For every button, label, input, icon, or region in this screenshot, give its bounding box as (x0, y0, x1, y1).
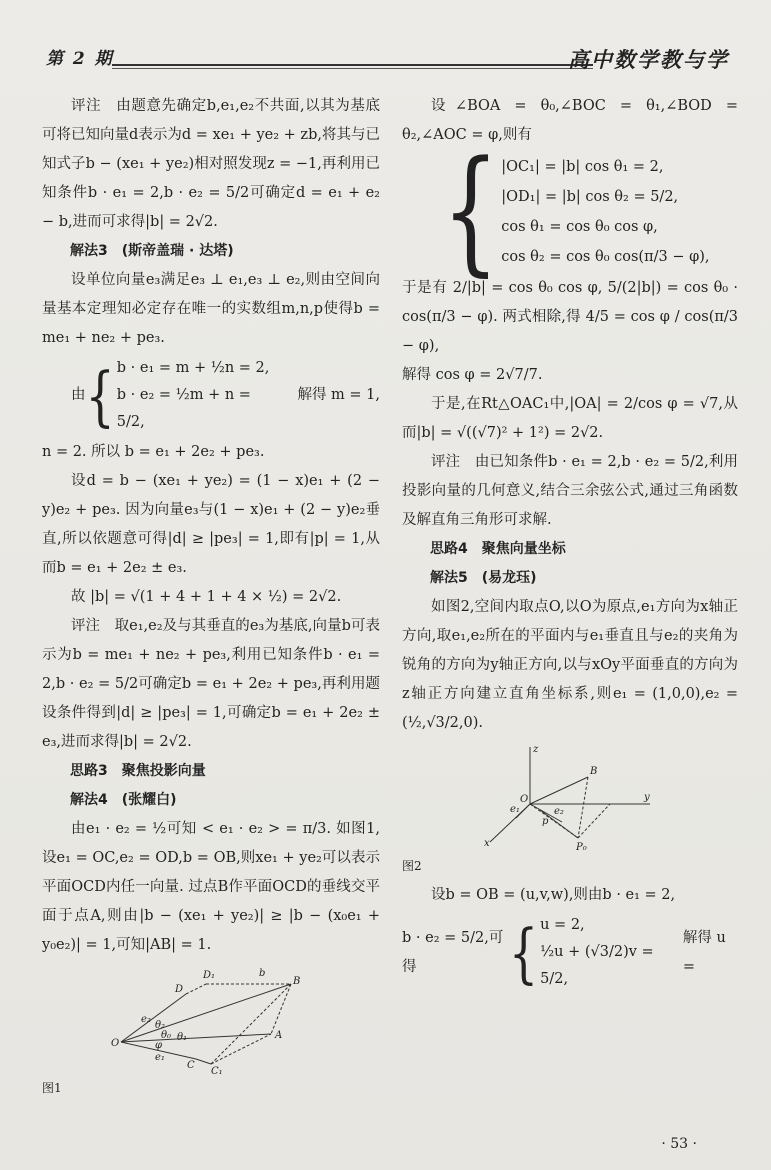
system2-eq-1: |OC₁| = |b| cos θ₁ = 2, (501, 159, 664, 175)
ratio-derivation: 于是有 2/|b| = cos θ₀ cos φ, 5/(2|b|) = cos θ₀ · cos(π/3 − φ). 两式相除,得 4/5 = cos φ / cos(π/3 − φ), (402, 280, 738, 354)
system-result: 解得 m = 1, (297, 387, 381, 403)
method-4-heading: 解法4 (张耀白) (70, 792, 177, 808)
fig1-label-D: D (175, 984, 184, 995)
method-5-setup: 设b = OB = (u,v,w),则由b · e₁ = 2, (431, 887, 676, 903)
fig1-label-B: B (293, 976, 301, 987)
fig2-label-z: z (533, 744, 539, 755)
system3-eq-1: u = 2, (540, 917, 585, 933)
brace-icon: { (508, 914, 539, 991)
equation-system-2 (442, 132, 738, 290)
method-3-body: 设d = b − (xe₁ + ye₂) = (1 − x)e₁ + (2 − y)e₂ + pe₃. 因为向量e₃与(1 − x)e₁ + (2 − y)e₂垂直,所以依题意可得|d| ≥ |pe₃| = 1,即有|p| = 1,从而b = e₁ + 2e₂ ± e₃. (42, 473, 380, 576)
cos-phi-result: 解得 cos φ = 2√7/7. (402, 367, 543, 383)
fig1-label-b: b (259, 968, 266, 979)
fig1-label-C: C (187, 1060, 195, 1071)
issue-label: 第 2 期 (46, 49, 114, 69)
system3-prefix: b · e₂ = 5/2,可得 (402, 929, 504, 975)
brace-icon: { (85, 357, 115, 434)
system-eq-1: b · e₁ = m + ½n = 2, (116, 360, 270, 376)
fig1-label-O: O (111, 1038, 120, 1049)
fig2-label-P0: P₀ (576, 842, 587, 852)
system2-eq-3: cos θ₁ = cos θ₀ cos φ, (501, 219, 658, 235)
comment-paragraph-1: 评注 由题意先确定b,e₁,e₂不共面,以其为基底可将已知向量d表示为d = xe₁ + ye₂ + zb,将其与已知式子b − (xe₁ + ye₂)相对照发现z = −1,再利用已知条件b · e₁ = 2,b · e₂ = 5/2可确定d = e₁ + e₂ − b,进而可求得|b| = 2√2. (42, 98, 380, 230)
method-3-heading: 解法3 (斯帝盖瑞 · 达塔) (70, 243, 234, 259)
fig1-line-C1B (211, 984, 291, 1064)
fig1-label-A: A (275, 1030, 283, 1041)
fig1-label-theta1: θ₁ (177, 1032, 188, 1043)
equation-system-3 (402, 912, 738, 993)
fig1-line-C1A (211, 1034, 271, 1064)
fig1-label-e2: e₂ (141, 1014, 151, 1025)
fig2-label-y: y (644, 792, 650, 803)
fig1-line-OA (121, 1034, 271, 1042)
fig1-label-theta2: θ₂ (155, 1020, 166, 1031)
header-rule-thin (112, 68, 593, 69)
figure-2 (480, 742, 660, 852)
fig1-line-OB (121, 984, 291, 1042)
page-number: · 53 · (661, 1136, 697, 1152)
method-5-body: 如图2,空间内取点O,以O为原点,e₁方向为x轴正方向,取e₁,e₂所在的平面内与e₁垂直且与e₂的夹角为锐角的方向为y轴正方向,以与xOy平面垂直的方向为z轴正方向建立直角坐标系,则e₁ = (1,0,0),e₂ = (½,√3/2,0). (402, 599, 738, 731)
system-prefix: 由 (71, 387, 86, 403)
idea-4-heading: 思路4 聚焦向量坐标 (430, 541, 566, 557)
angle-definitions: 设∠BOA = θ₀,∠BOC = θ₁,∠BOD = θ₂,∠AOC = φ,则有 (402, 98, 738, 143)
fig2-vector-b (530, 777, 588, 804)
fig2-label-B: B (590, 766, 598, 777)
figure-2-caption: 图2 (402, 859, 422, 873)
fig1-label-phi: φ (155, 1040, 163, 1051)
right-column (402, 92, 738, 995)
system3-result: 解得 u = (682, 929, 726, 975)
fig1-label-theta0: θ₀ (161, 1030, 172, 1041)
system2-eq-2: |OD₁| = |b| cos θ₂ = 5/2, (501, 189, 679, 205)
method-5-heading: 解法5 (易龙珏) (430, 570, 537, 586)
comment-paragraph-3: 评注 由已知条件b · e₁ = 2,b · e₂ = 5/2,利用投影向量的几何意义,结合三余弦公式,通过三角函数及解直角三角形可求解. (402, 454, 738, 528)
method-3-result: n = 2. 所以 b = e₁ + 2e₂ + pe₃. (42, 444, 265, 460)
fig1-line-CC1 (196, 1059, 211, 1064)
idea-3-heading: 思路3 聚焦投影向量 (70, 763, 206, 779)
triangle-solution: 于是,在Rt△OAC₁中,|OA| = 2/cos φ = √7,从而|b| = √((√7)² + 1²) = 2√2. (402, 396, 738, 441)
system3-eq-2: ½u + (√3/2)v = 5/2, (540, 944, 654, 987)
fig2-label-x: x (484, 838, 490, 849)
system2-eq-4: cos θ₂ = cos θ₀ cos(π/3 − φ), (501, 249, 710, 265)
fig2-label-e2: e₂ (554, 806, 564, 817)
method-4-body: 由e₁ · e₂ = ½可知 < e₁ · e₂ > = π/3. 如图1,设e₁ = OC,e₂ = OD,b = OB,则xe₁ + ye₂可以表示平面OCD内任一向量. 过点B作平面OCD的垂线交平面于点A,则由|b − (xe₁ + ye₂)| ≥ |b − (x₀e₁ + y₀e₂)| = 1,可知|AB| = 1. (42, 821, 380, 953)
fig2-label-O: O (520, 794, 529, 805)
header-rule (112, 64, 593, 66)
journal-title: 高中数学教与学 (568, 47, 729, 72)
brace-icon: { (442, 132, 500, 290)
comment-paragraph-2: 评注 取e₁,e₂及与其垂直的e₃为基底,向量b可表示为b = me₁ + ne₂ + pe₃,利用已知条件b · e₁ = 2,b · e₂ = 5/2可确定b = e₁ + 2e₂ + pe₃,再利用题设条件得到|d| ≥ |pe₃| = 1,可确定b = e₁ + 2e₂ ± e₃,进而求得|b| = 2√2. (42, 618, 380, 750)
fig1-label-D1: D₁ (203, 970, 216, 981)
fig1-label-e1: e₁ (155, 1052, 165, 1063)
method-3-intro: 设单位向量e₃满足e₃ ⊥ e₁,e₃ ⊥ e₂,则由空间向量基本定理知必定存在唯一的实数组m,n,p使得b = me₁ + ne₂ + pe₃. (42, 272, 380, 346)
fig1-line-BA (271, 984, 291, 1034)
method-3-conclusion: 故 |b| = √(1 + 4 + 1 + 4 × ½) = 2√2. (71, 589, 342, 605)
fig2-label-e1: e₁ (510, 804, 520, 815)
figure-1 (111, 964, 311, 1074)
system-eq-2: b · e₂ = ½m + n = 5/2, (116, 387, 251, 430)
fig2-label-p: p (542, 816, 549, 827)
fig1-label-C1: C₁ (211, 1066, 223, 1074)
equation-system-1 (42, 355, 380, 436)
fig1-line-DD1 (186, 984, 206, 994)
figure-1-caption: 图1 (42, 1081, 62, 1095)
left-column (42, 92, 380, 1103)
